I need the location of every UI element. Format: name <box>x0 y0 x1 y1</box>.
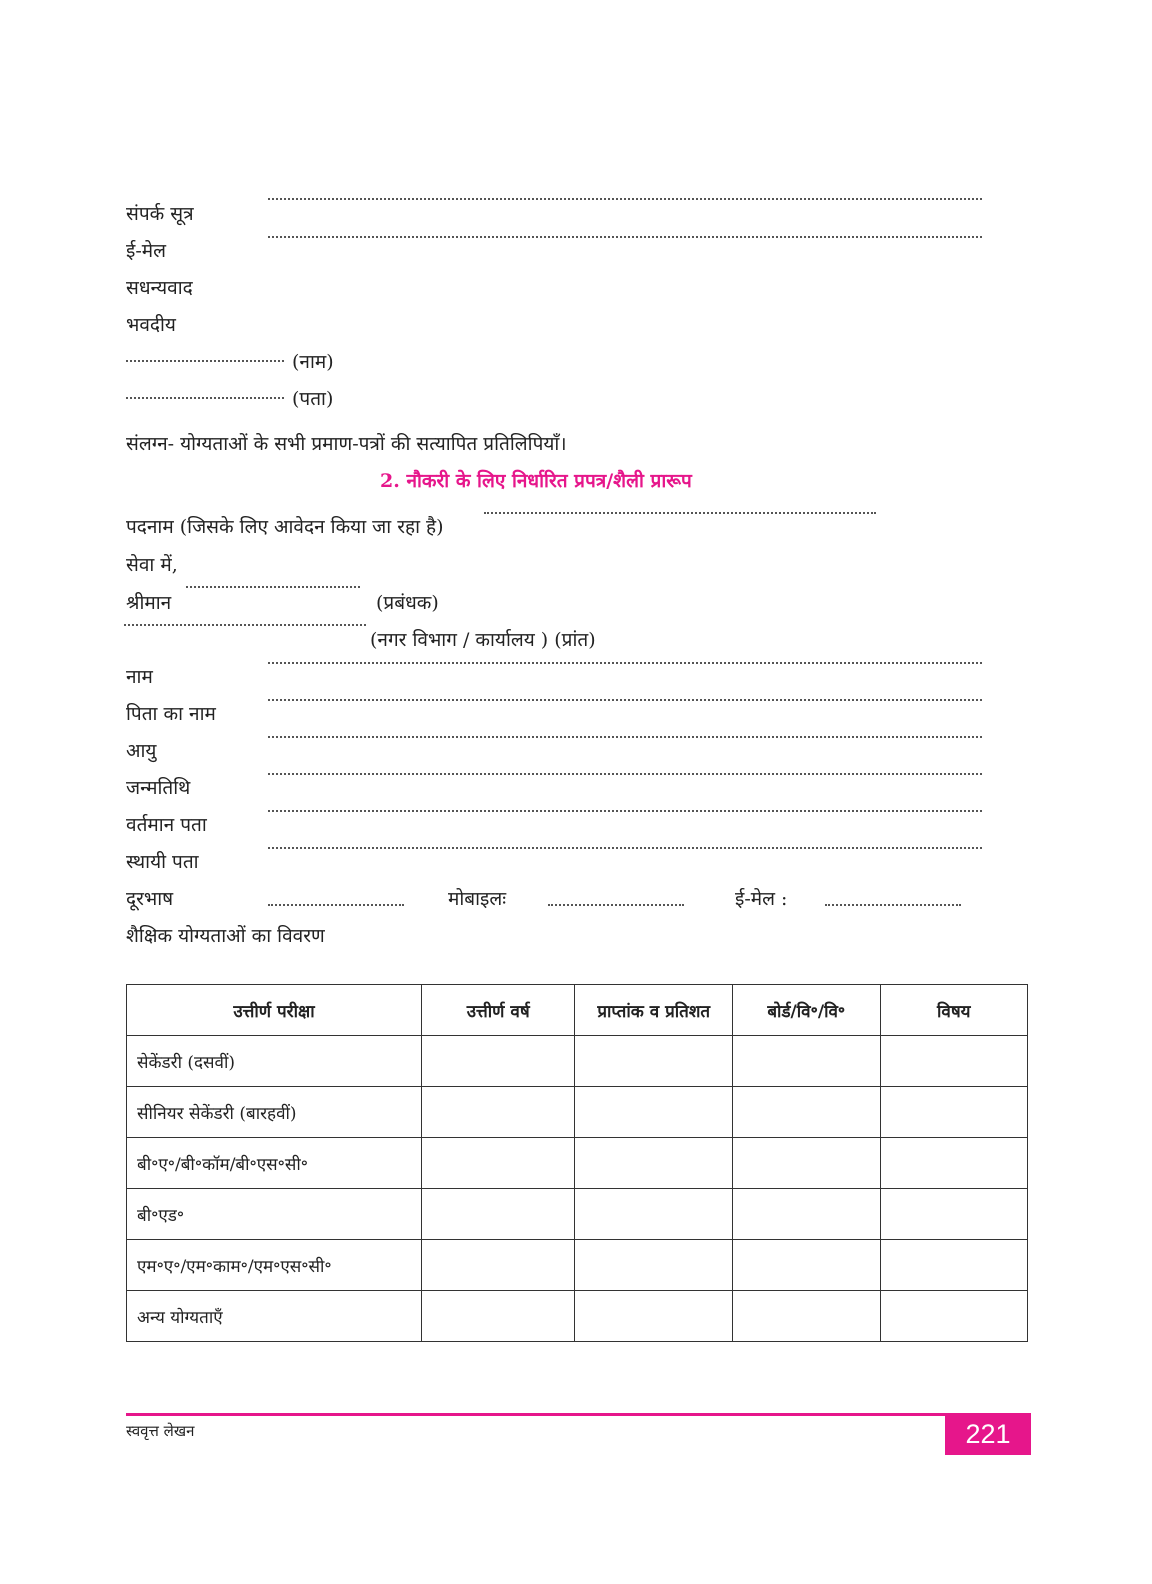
table-row <box>127 1291 1028 1342</box>
mobile-label: मोबाइलः <box>448 888 507 910</box>
field-name-blank[interactable] <box>268 662 982 664</box>
exam-cell: सेकेंडरी (दसवीं) <box>127 1036 422 1087</box>
board-cell[interactable] <box>733 1240 880 1291</box>
section-heading: 2. नौकरी के लिए निर्धारित प्रपत्र/शैली प्रारूप <box>380 470 692 492</box>
thanks-text: सधन्यवाद <box>126 277 193 299</box>
table-row <box>127 1036 1028 1087</box>
exam-cell: बी॰एड॰ <box>127 1189 422 1240</box>
subject-cell[interactable] <box>880 1189 1028 1240</box>
year-cell[interactable] <box>421 1036 575 1087</box>
year-cell[interactable] <box>421 1189 575 1240</box>
field-age-blank[interactable] <box>268 736 982 738</box>
field-current-address-label: वर्तमान पता <box>126 814 207 836</box>
header-year: उत्तीर्ण वर्ष <box>421 985 575 1036</box>
manager-hint: (प्रबंधक) <box>376 592 439 614</box>
header-exam: उत्तीर्ण परीक्षा <box>127 985 422 1036</box>
table-header-row <box>127 985 1028 1036</box>
education-table <box>126 984 1028 1342</box>
email-blank[interactable] <box>268 236 982 238</box>
subject-cell[interactable] <box>880 1240 1028 1291</box>
field-permanent-address-blank[interactable] <box>268 847 982 849</box>
exam-cell: अन्य योग्यताएँ <box>127 1291 422 1342</box>
phone-label: दूरभाष <box>126 888 174 910</box>
exam-cell: एम॰ए॰/एम॰काम॰/एम॰एस॰सी॰ <box>127 1240 422 1291</box>
post-label: पदनाम (जिसके लिए आवेदन किया जा रहा है) <box>126 516 444 538</box>
field-dob-blank[interactable] <box>268 773 982 775</box>
board-cell[interactable] <box>733 1087 880 1138</box>
footer-chapter: स्ववृत्त लेखन <box>126 1422 195 1440</box>
shriman-text: श्रीमान <box>126 592 172 614</box>
subject-cell[interactable] <box>880 1036 1028 1087</box>
name-blank[interactable] <box>126 360 284 362</box>
email-label: ई-मेल <box>126 240 166 262</box>
exam-cell: बी॰ए॰/बी॰कॉम/बी॰एस॰सी॰ <box>127 1138 422 1189</box>
board-cell[interactable] <box>733 1189 880 1240</box>
page-number-badge: 221 <box>945 1413 1031 1455</box>
contact-blank[interactable] <box>268 198 982 200</box>
table-row <box>127 1087 1028 1138</box>
year-cell[interactable] <box>421 1138 575 1189</box>
subject-cell[interactable] <box>880 1138 1028 1189</box>
name-hint: (नाम) <box>292 351 334 373</box>
marks-cell[interactable] <box>575 1087 733 1138</box>
exam-cell: सीनियर सेकेंडरी (बारहवीं) <box>127 1087 422 1138</box>
phone-blank[interactable] <box>268 904 404 906</box>
field-age-label: आयु <box>126 740 157 762</box>
table-row <box>127 1189 1028 1240</box>
address-hint: (पता) <box>292 388 334 410</box>
contact-email-label: ई-मेल : <box>735 888 788 910</box>
board-cell[interactable] <box>733 1036 880 1087</box>
header-subject: विषय <box>880 985 1028 1036</box>
post-blank[interactable] <box>484 512 876 514</box>
yours-text: भवदीय <box>126 314 176 336</box>
edu-title: शैक्षिक योग्यताओं का विवरण <box>126 925 325 947</box>
marks-cell[interactable] <box>575 1138 733 1189</box>
marks-cell[interactable] <box>575 1240 733 1291</box>
field-permanent-address-label: स्थायी पता <box>126 851 199 873</box>
table-row <box>127 1138 1028 1189</box>
field-name-label: नाम <box>126 666 153 688</box>
field-dob-label: जन्मतिथि <box>126 777 191 799</box>
marks-cell[interactable] <box>575 1189 733 1240</box>
year-cell[interactable] <box>421 1087 575 1138</box>
footer-rule <box>126 1413 1031 1416</box>
enclosure-text: संलग्न- योग्यताओं के सभी प्रमाण-पत्रों की सत्यापित प्रतिलिपियाँ। <box>126 433 567 455</box>
contact-email-blank[interactable] <box>825 904 961 906</box>
field-father-label: पिता का नाम <box>126 703 216 725</box>
header-marks: प्राप्तांक व प्रतिशत <box>575 985 733 1036</box>
field-current-address-blank[interactable] <box>268 810 982 812</box>
marks-cell[interactable] <box>575 1036 733 1087</box>
address-blank[interactable] <box>126 397 284 399</box>
to-text: सेवा में, <box>126 554 178 576</box>
dept-blank[interactable] <box>124 624 366 626</box>
board-cell[interactable] <box>733 1291 880 1342</box>
year-cell[interactable] <box>421 1291 575 1342</box>
manager-blank[interactable] <box>186 586 360 588</box>
header-board: बोर्ड/वि॰/वि॰ <box>733 985 880 1036</box>
contact-label: संपर्क सूत्र <box>126 203 194 225</box>
field-father-blank[interactable] <box>268 699 982 701</box>
year-cell[interactable] <box>421 1240 575 1291</box>
subject-cell[interactable] <box>880 1087 1028 1138</box>
marks-cell[interactable] <box>575 1291 733 1342</box>
board-cell[interactable] <box>733 1138 880 1189</box>
dept-hint: (नगर विभाग / कार्यालय ) (प्रांत) <box>370 629 596 651</box>
table-row <box>127 1240 1028 1291</box>
mobile-blank[interactable] <box>548 904 684 906</box>
subject-cell[interactable] <box>880 1291 1028 1342</box>
